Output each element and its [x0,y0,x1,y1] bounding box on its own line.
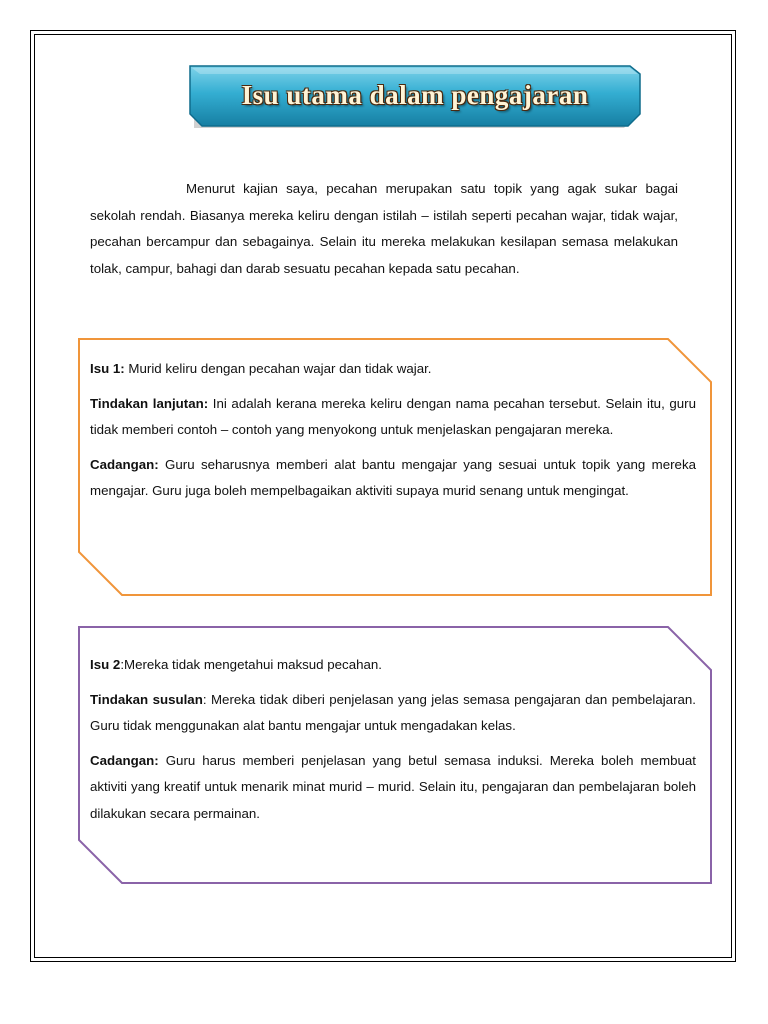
title-banner [188,64,642,130]
issue-1-suggest-text: Guru seharusnya memberi alat bantu mengajar yang sesuai untuk topik yang mereka mengajar. Guru juga boleh mempelbagaikan aktiviti supaya murid senang untuk mengingat. [90,456,696,498]
issue-2-action-text: : Mereka tidak diberi penjelasan yang jelas semasa pengajaran dan pembelajaran. Guru tidak menggunakan alat bantu mengajar untuk mengadakan kelas. [90,691,696,733]
issue-1-box [78,338,712,596]
issue-1-action-label: Tindakan lanjutan: [90,395,209,411]
issue-2-suggestion [90,748,696,828]
issue-2-suggest-text: Guru harus memberi penjelasan yang betul semasa induksi. Mereka boleh membuat aktiviti yang kreatif untuk menarik minat murid – murid. Selain itu, pengajaran dan pembelajaran boleh dilakukan secara permainan. [90,752,696,821]
intro-text: Menurut kajian saya, pecahan merupakan satu topik yang agak sukar bagai sekolah rendah. Biasanya mereka keliru dengan istilah – istilah seperti pecahan wajar, tidak wajar, pecahan bercampur dan sebagainya. Selain itu mereka melakukan kesilapan semasa melakukan tolak, campur, bahagi dan darab sesuatu pecahan kepada satu pecahan. [90,181,678,276]
issue-1-text: Murid keliru dengan pecahan wajar dan tidak wajar. [124,361,432,376]
issue-1-suggestion [90,452,696,505]
issue-2-content [90,652,696,835]
issue-1-label: Isu 1: [90,361,125,376]
issue-1-action [90,391,696,444]
issue-1-action-text: Ini adalah kerana mereka keliru dengan nama pecahan tersebut. Selain itu, guru tidak memberi contoh – contoh yang menyokong untuk menjelaskan pengajaran mereka. [90,395,696,437]
page-title: Isu utama dalam pengajaran [241,79,589,110]
issue-2-label: Isu 2 [90,657,121,672]
issue-2-box [78,626,712,884]
issue-2-action [90,687,696,740]
intro-paragraph [90,176,678,282]
issue-2-suggest-label: Cadangan: [90,752,159,768]
issue-1-suggest-label: Cadangan: [90,456,159,472]
issue-2-action-label: Tindakan susulan [90,691,203,707]
issue-1-content [90,356,696,513]
issue-2-statement [90,652,696,679]
issue-1-statement [90,356,696,383]
issue-2-text: :Mereka tidak mengetahui maksud pecahan. [120,657,382,672]
